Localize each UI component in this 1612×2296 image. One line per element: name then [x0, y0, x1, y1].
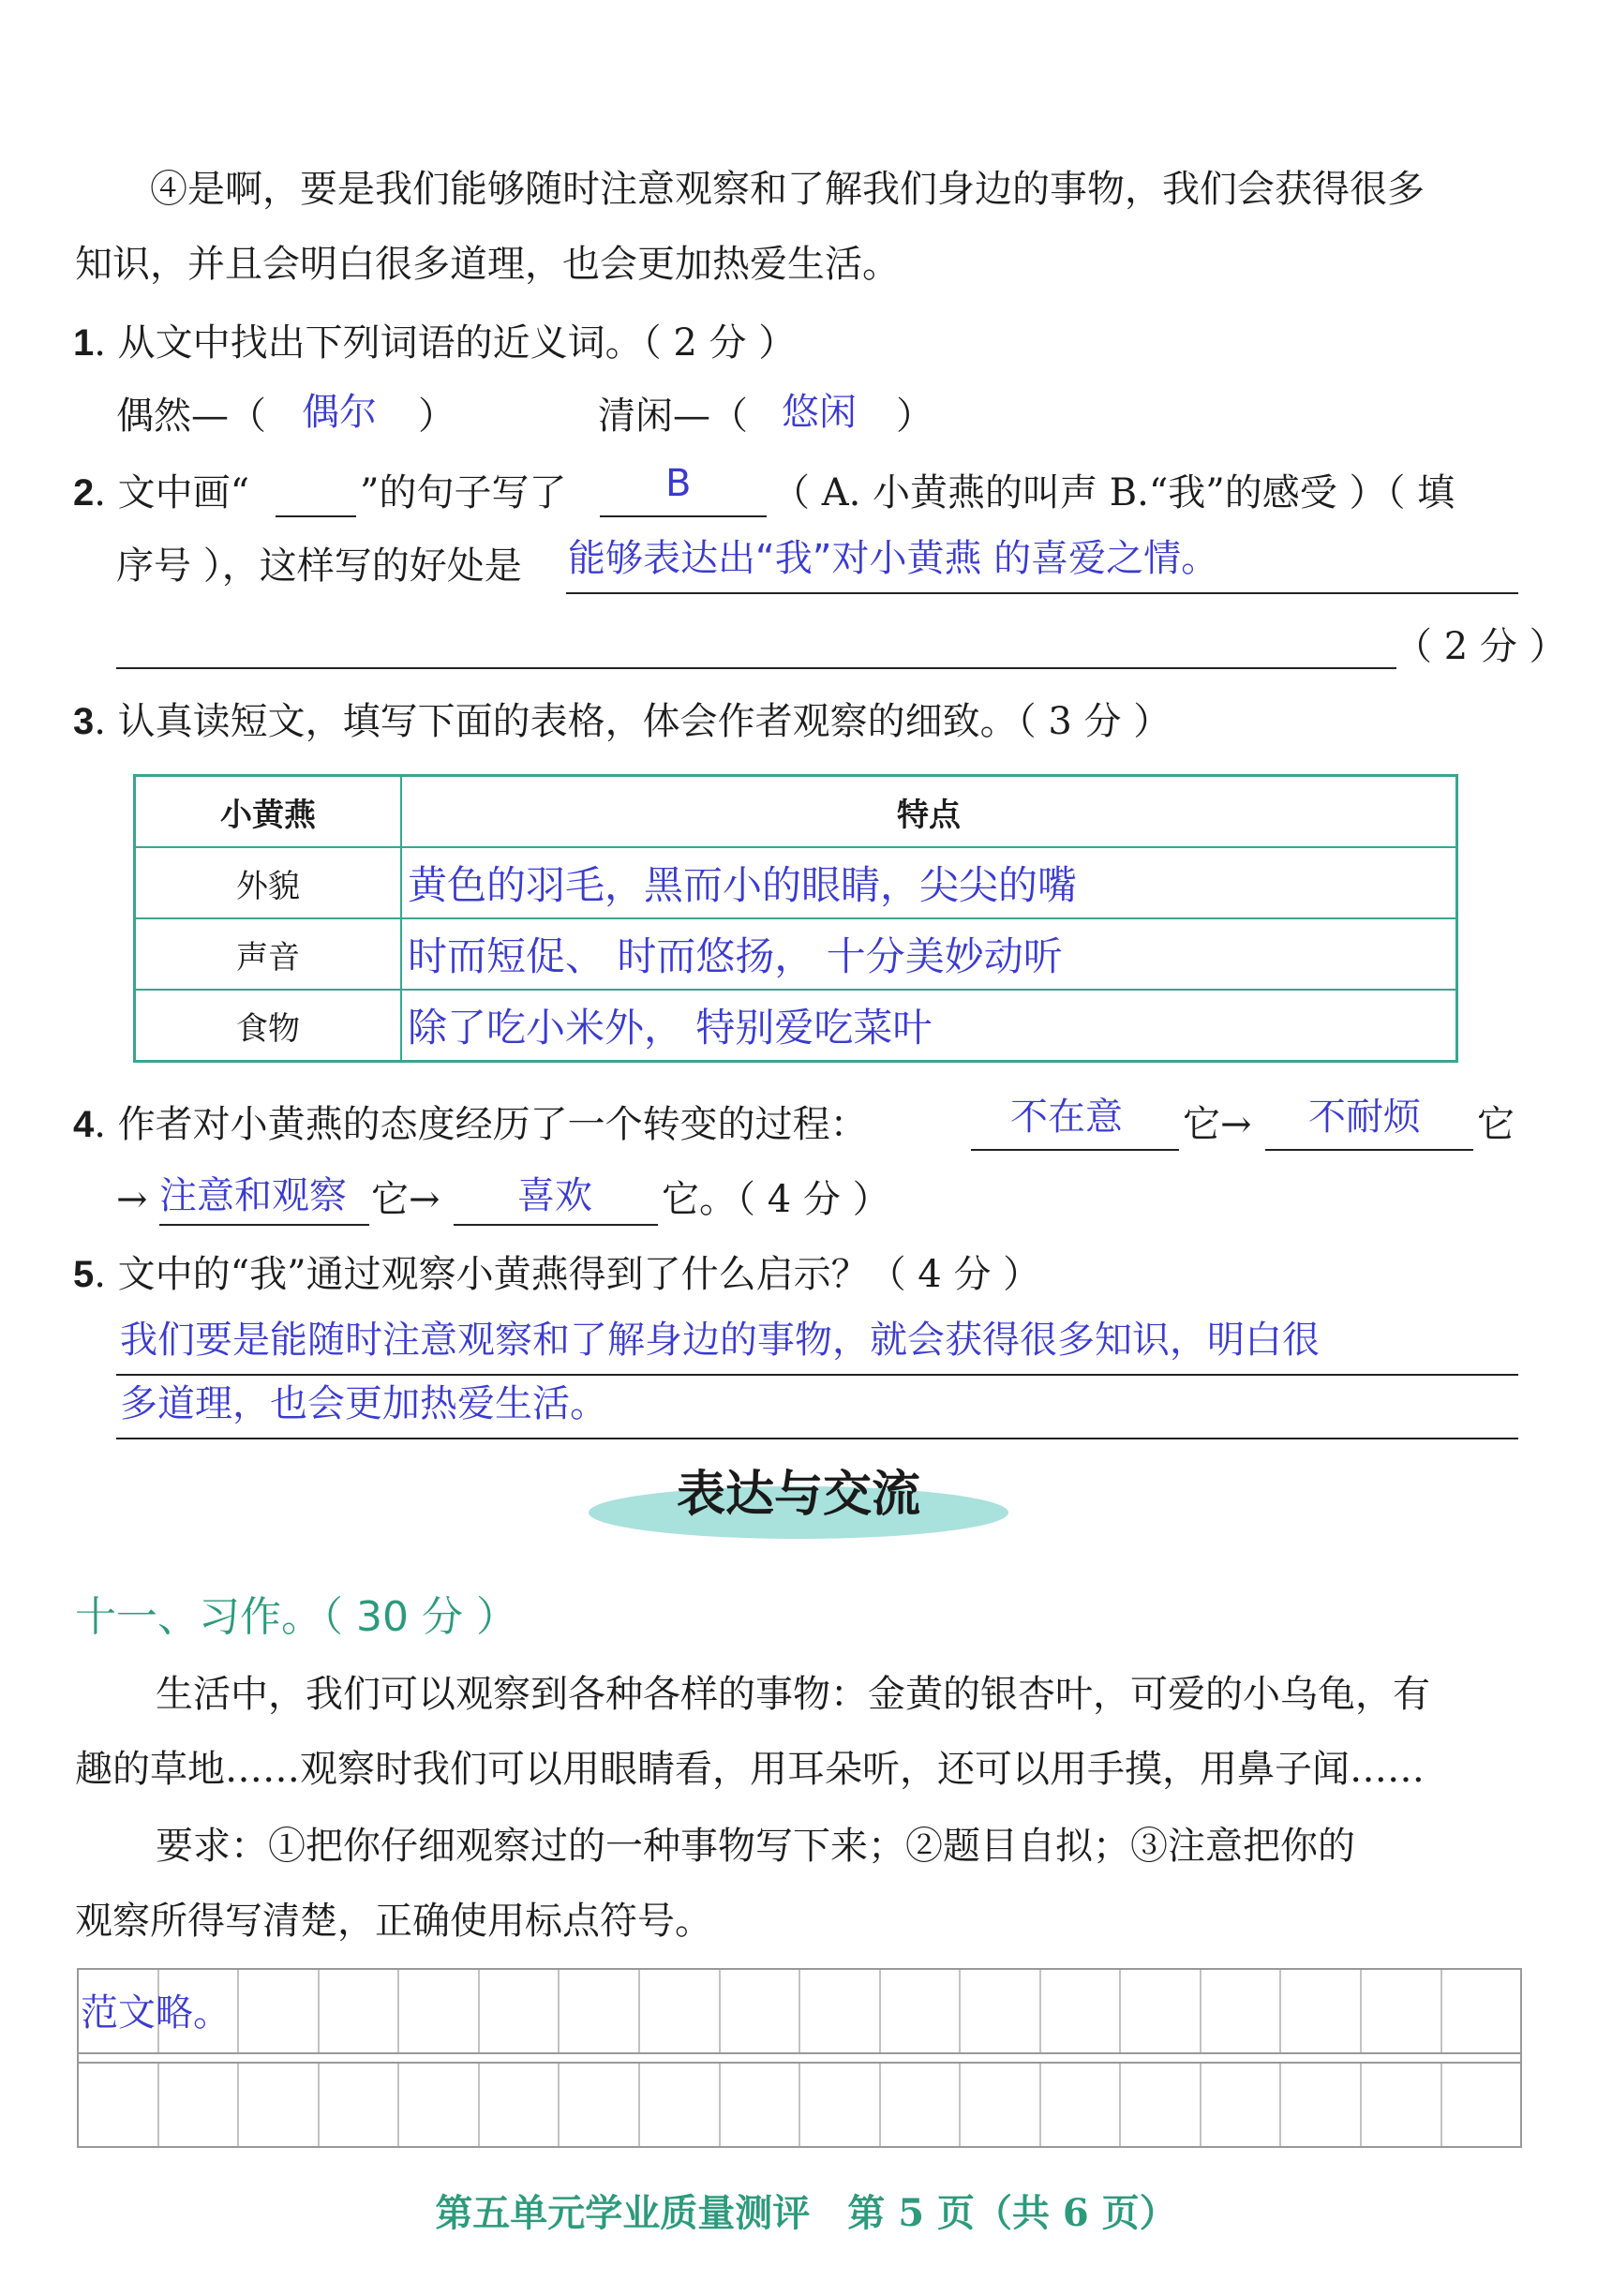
requirement-line: 观察所得写清楚，正确使用标点符号。 — [75, 1900, 712, 1943]
row-label: 外貌 — [135, 847, 402, 918]
table-header: 特点 — [401, 776, 1457, 848]
section-banner-title: 表达与交流 — [676, 1467, 920, 1523]
passage-line: ④是啊，要是我们能够随时注意观察和了解我们身边的事物，我们会获得很多 — [150, 168, 1425, 211]
feature-table — [133, 774, 1458, 1063]
row-label: 食物 — [135, 990, 402, 1062]
synonym-pair-2-word: 清闲—（ — [598, 395, 748, 438]
row-answer[interactable]: 时而短促、 时而悠扬， 十分美妙动听 — [401, 918, 1457, 990]
question-text: . 从文中找出下列词语的近义词。（ 2 分 ） — [94, 321, 797, 365]
score-label: （ 2 分 ） — [1395, 625, 1567, 668]
question-text: . 文中的“我”通过观察小黄燕得到了什么启示？（ 4 分 ） — [94, 1253, 1041, 1296]
passage-line: 知识，并且会明白很多道理，也会更加热爱生活。 — [75, 243, 900, 286]
answer-stage-4[interactable]: 喜欢 — [517, 1174, 592, 1217]
question-text: . 文中画“ — [94, 471, 250, 514]
synonym-pair-1-word: 偶然—（ — [116, 395, 266, 438]
connector-text: 它 — [1477, 1103, 1515, 1146]
sample-answer[interactable]: 范文略。 — [81, 1991, 231, 2035]
synonym-pair-2-close: ） — [896, 395, 933, 438]
answer-line-2[interactable]: 多道理，也会更加热爱生活。 — [120, 1382, 607, 1425]
answer-line — [116, 667, 1396, 669]
answer-stage-3[interactable]: 注意和观察 — [159, 1174, 347, 1217]
answer-blank — [971, 1149, 1179, 1151]
question-options: （ A. 小黄燕的叫声 B.“我”的感受 ）（ 填 — [772, 471, 1455, 514]
question-number: 3 — [73, 701, 95, 742]
question-text: . 认真读短文，填写下面的表格，体会作者观察的细致。（ 3 分 ） — [94, 700, 1172, 743]
question-2 — [73, 469, 249, 517]
answer-line — [116, 1438, 1518, 1439]
question-number: 1 — [73, 322, 95, 364]
prompt-line: 生活中，我们可以观察到各种各样的事物：金黄的银杏叶，可爱的小乌龟，有 — [156, 1673, 1430, 1716]
synonym-pair-1-close: ） — [418, 395, 455, 438]
question-4 — [73, 1100, 868, 1149]
synonym-pair-2-answer[interactable]: 悠闲 — [782, 391, 857, 434]
question-end: 它。（ 4 分 ） — [662, 1178, 890, 1221]
requirement-line: 要求：①把你仔细观察过的一种事物写下来；②题目自拟；③注意把你的 — [156, 1825, 1355, 1868]
answer-blank — [600, 515, 767, 517]
question-number: 5 — [73, 1254, 95, 1295]
answer-line — [566, 592, 1518, 594]
grid-row — [79, 2064, 1520, 2146]
answer-choice[interactable]: B — [665, 462, 692, 505]
question-1 — [73, 319, 796, 367]
page-footer: 第五单元学业质量测评 第 5 页（共 6 页） — [435, 2191, 1177, 2235]
question-3 — [73, 697, 1171, 746]
table-row — [135, 847, 1457, 918]
answer-line — [116, 1374, 1518, 1376]
underline-sample — [276, 515, 356, 517]
table-row — [135, 990, 1457, 1062]
answer-stage-2[interactable]: 不耐烦 — [1308, 1096, 1421, 1139]
synonym-pair-1-answer[interactable]: 偶尔 — [302, 391, 377, 434]
section-title: 十一、习作。（ 30 分 ） — [75, 1593, 517, 1641]
row-label: 声音 — [135, 918, 402, 990]
row-answer[interactable]: 黄色的羽毛，黑而小的眼睛，尖尖的嘴 — [401, 847, 1457, 918]
answer-stage-1[interactable]: 不在意 — [1010, 1096, 1123, 1139]
question-5 — [73, 1250, 1040, 1299]
connector-text: → — [116, 1178, 148, 1221]
table-row — [135, 918, 1457, 990]
question-text: . 作者对小黄燕的态度经历了一个转变的过程： — [94, 1103, 868, 1146]
grid-row — [79, 1970, 1520, 2054]
answer-blank — [1265, 1149, 1473, 1151]
answer-blank — [159, 1224, 369, 1226]
answer-benefit[interactable]: 能够表达出“我”对小黄燕 的喜爱之情。 — [568, 537, 1219, 580]
row-answer[interactable]: 除了吃小米外， 特别爱吃菜叶 — [401, 990, 1457, 1062]
writing-grid[interactable] — [77, 1968, 1522, 2148]
connector-text: 它→ — [371, 1178, 440, 1221]
table-header: 小黄燕 — [135, 776, 402, 848]
question-text: ”的句子写了 — [360, 471, 567, 514]
answer-blank — [454, 1224, 658, 1226]
question-number: 4 — [73, 1104, 95, 1145]
connector-text: 它→ — [1183, 1103, 1252, 1146]
question-number: 2 — [73, 472, 95, 514]
answer-line-1[interactable]: 我们要是能随时注意观察和了解身边的事物，就会获得很多知识，明白很 — [120, 1319, 1320, 1362]
question-text: 序号 ），这样写的好处是 — [116, 544, 522, 588]
prompt-line: 趣的草地……观察时我们可以用眼睛看，用耳朵听，还可以用手摸，用鼻子闻…… — [75, 1748, 1425, 1791]
